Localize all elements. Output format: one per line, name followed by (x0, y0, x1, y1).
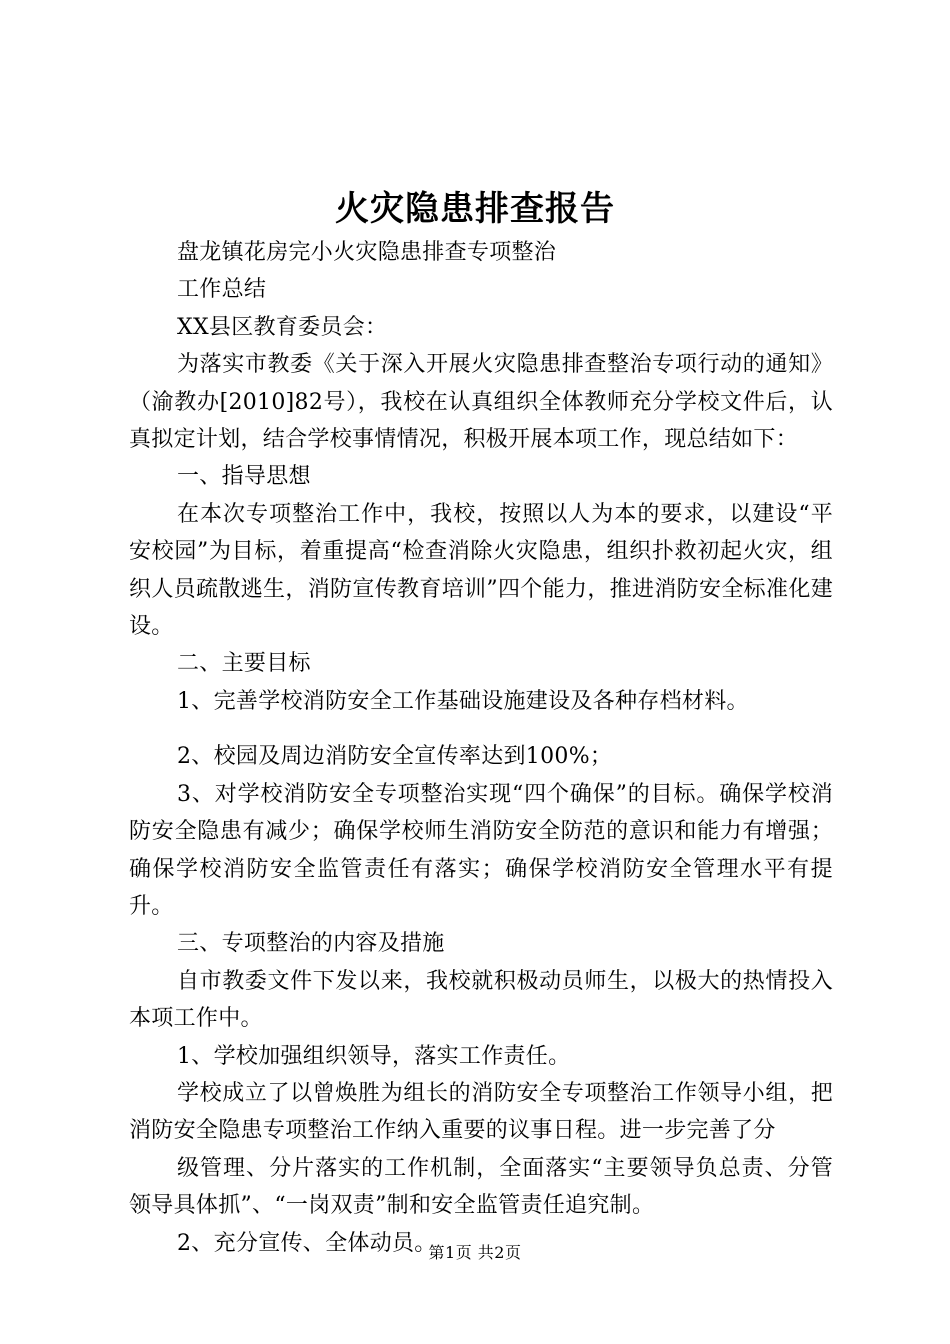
document-title: 火灾隐患排查报告 (335, 189, 615, 229)
section-heading-1: 一、指导思想 (177, 464, 311, 490)
goal-item-3: 3、对学校消防安全专项整治实现“四个确保”的目标。确保学校消防安全隐患有减少；确保学校师生消防安全防范的意识和能力有增强；确保学校消防安全监管责任有落实；确保学校消防安全管理水平有提升。 (129, 781, 833, 919)
school-line: 盘龙镇花房完小火灾隐患排查专项整治 (177, 240, 557, 265)
measure-1-detail-b: 级管理、分片落实的工作机制，全面落实“主要领导负总责、分管领导具体抓”、“一岗双责”制和安全监管责任追究制。 (129, 1155, 833, 1219)
recipient-line: XX县区教育委员会： (177, 314, 388, 340)
measure-item-1: 1、学校加强组织领导，落实工作责任。 (177, 1043, 571, 1069)
section-heading-3: 三、专项整治的内容及措施 (177, 931, 445, 957)
page-number-footer: 第1页 共2页 (428, 1243, 522, 1262)
guiding-paragraph: 在本次专项整治工作中，我校，按照以人为本的要求，以建设“平安校园”为目标，着重提高“检查消除火灾隐患，组织扑救初起火灾，组织人员疏散逃生，消防宣传教育培训”四个能力，推进消防安全标准化建设。 (129, 501, 833, 640)
goal-item-2: 2、校园及周边消防安全宣传率达到100%； (177, 744, 613, 770)
measure-item-2: 2、充分宣传、全体动员。 (177, 1230, 437, 1256)
summary-subtitle: 工作总结 (177, 277, 267, 303)
goal-item-1: 1、完善学校消防安全工作基础设施建设及各种存档材料。 (177, 688, 749, 714)
measure-1-detail-a: 学校成立了以曾焕胜为组长的消防安全专项整治工作领导小组，把消防安全隐患专项整治工作纳入重要的议事日程。进一步完善了分 (129, 1080, 833, 1144)
paragraph-gap (129, 720, 833, 738)
section-heading-2: 二、主要目标 (177, 651, 311, 677)
document-body (129, 234, 833, 1262)
measures-intro: 自市教委文件下发以来，我校就积极动员师生，以极大的热情投入本项工作中。 (129, 968, 833, 1032)
intro-paragraph: 为落实市教委《关于深入开展火灾隐患排查整治专项行动的通知》（渝教办[2010]82号），我校在认真组织全体教师充分学校文件后，认真拟定计划，结合学校事情情况，积极开展本项工作，现总结如下： (129, 352, 833, 453)
